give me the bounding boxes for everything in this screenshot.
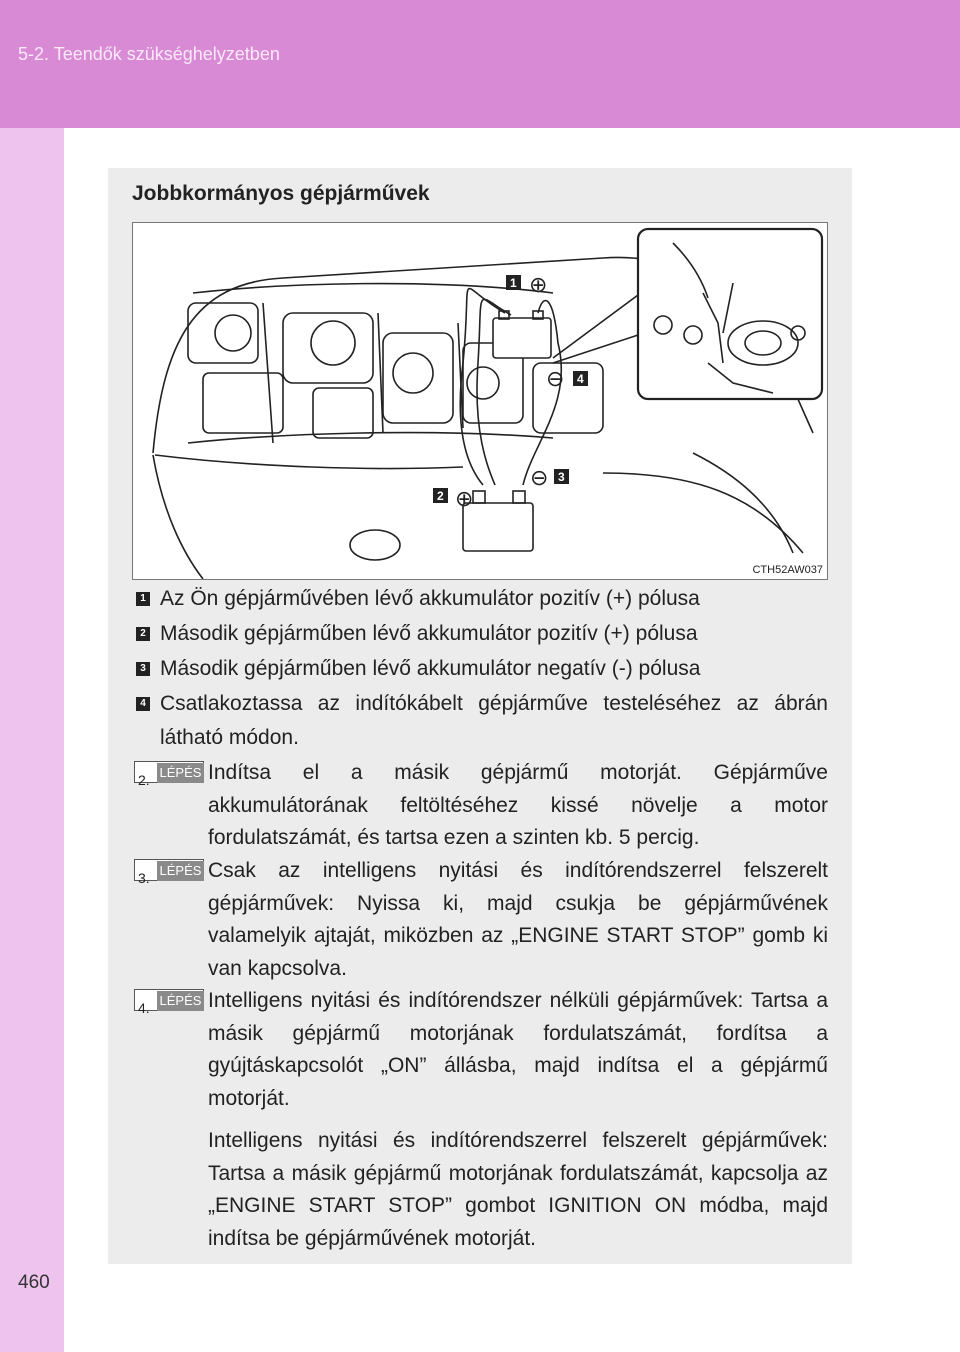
step-2 xyxy=(132,757,828,855)
svg-text:⊕: ⊕ xyxy=(455,486,474,511)
step-badge: 2. LÉPÉS xyxy=(134,761,204,783)
callout-number: 1 xyxy=(136,592,150,606)
step-badge: 4. LÉPÉS xyxy=(134,989,204,1011)
step-3 xyxy=(132,855,828,985)
callout-text: Az Ön gépjárművében lévő akkumulátor pozitív (+) pólusa xyxy=(160,587,700,610)
page-number: 460 xyxy=(18,1272,50,1293)
marker-4: 4 xyxy=(577,372,584,386)
callout-text: Második gépjárműben lévő akkumulátor pozitív (+) pólusa xyxy=(160,622,698,645)
svg-text:⊖: ⊖ xyxy=(530,465,549,490)
svg-text:⊖: ⊖ xyxy=(546,366,565,391)
callout-text: Második gépjárműben lévő akkumulátor negatív (-) pólusa xyxy=(160,657,701,680)
marker-2: 2 xyxy=(437,489,444,503)
callout-item xyxy=(136,582,828,616)
step-badge: 3. LÉPÉS xyxy=(134,859,204,881)
step-text: Indítsa el a másik gépjármű motorját. Gépjárműve akkumulátorának feltöltéséhez kissé növelje a motor fordulatszámát, és tartsa ezen a szinten kb. 5 percig. xyxy=(208,761,828,849)
callout-number: 3 xyxy=(136,662,150,676)
callout-item xyxy=(136,617,828,651)
callout-item xyxy=(136,652,828,686)
panel-heading: Jobbkormányos gépjárművek xyxy=(132,182,430,205)
marker-3: 3 xyxy=(558,470,565,484)
callout-number: 2 xyxy=(136,627,150,641)
callout-number: 4 xyxy=(136,697,150,711)
svg-text:⊕: ⊕ xyxy=(529,272,548,297)
step-text: Csak az intelligens nyitási és indítórendszerrel felszerelt gépjárművek: Nyissa ki, majd csukja be gépjárművének valamelyik ajtaját, miközben az „ENGINE START STOP” gomb ki van kapcsolva. xyxy=(208,859,828,980)
marker-1: 1 xyxy=(510,276,517,290)
section-title: 5-2. Teendők szükséghelyzetben xyxy=(18,44,280,64)
callout-item xyxy=(136,687,828,755)
callout-text: Csatlakoztassa az indítókábelt gépjárműve testeléséhez az ábrán látható módon. xyxy=(160,692,828,749)
jump-start-illustration xyxy=(132,222,828,580)
side-band xyxy=(0,128,64,1352)
step-text-smart-key: Intelligens nyitási és indítórendszerrel felszerelt gépjárművek: Tartsa a másik gépjármű motorjának fordulatszámát, kapcsolja az „ENGINE START STOP” gombot IGNITION ON módba, majd indítsa be gépjárművének motorját. xyxy=(208,1129,828,1250)
figure-code: CTH52AW037 xyxy=(752,564,823,576)
step-4 xyxy=(132,985,828,1255)
engine-bay-drawing xyxy=(133,223,827,579)
step-text: Intelligens nyitási és indítórendszer nélküli gépjárművek: Tartsa a másik gépjármű motorjának fordulatszámát, fordítsa a gyújtáskapcsolót „ON” állásba, majd indítsa el a gépjármű motorját. xyxy=(208,989,828,1110)
